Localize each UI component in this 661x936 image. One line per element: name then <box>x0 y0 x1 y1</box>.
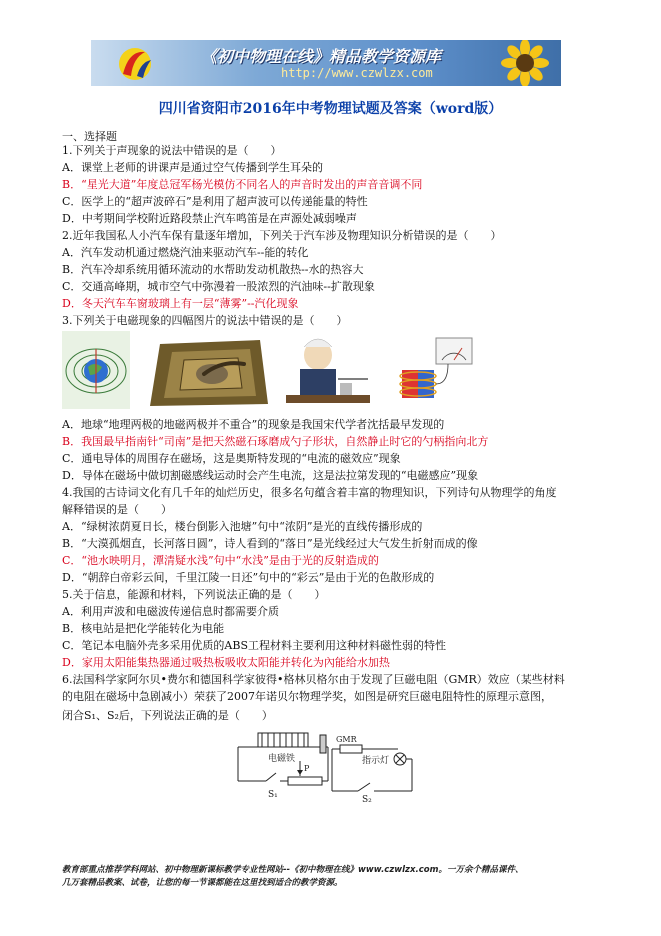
text-line: A．“绿树浓荫夏日长，楼台倒影入池塘”句中“浓阴”是光的直线传播形成的 <box>62 520 423 533</box>
footer-line-2: 几万套精品教案、试卷，让您的每一节课都能在这里找到适合的教学资源。 <box>62 878 343 888</box>
text-line: 1.下列关于声现象的说法中错误的是（ ） <box>62 144 282 157</box>
text-line: A．课堂上老师的讲课声是通过空气传播到学生耳朵的 <box>62 161 323 174</box>
text-line: A．汽车发动机通过燃烧汽油来驱动汽车--能的转化 <box>62 246 309 259</box>
footer-note <box>62 864 523 890</box>
text-line: A．地球“地理两极的地磁两极并不重合”的现象是我国宋代学者沈括最早发现的 <box>62 418 445 431</box>
text-line: D．家用太阳能集热器通过吸热板吸收太阳能并转化为內能给水加热 <box>62 656 390 669</box>
text-line: 的电阻在磁场中急剧减小）荣获了2007年诺贝尔物理学奖，如图是研究巨磁电阻特性的原理示意图， <box>62 690 552 703</box>
gmr-label: GMR <box>336 735 357 744</box>
text-line: 4.我国的古诗词文化有几千年的灿烂历史，很多名句蕴含着丰富的物理知识，下列诗句从物理学的角度 <box>62 486 557 499</box>
sunflower-icon <box>495 40 555 86</box>
site-logo-icon <box>115 44 155 82</box>
text-line: D．中考期间学校附近路段禁止汽车鸣笛是在声源处减弱噪声 <box>62 212 357 225</box>
text-line: 5.关于信息，能源和材料，下列说法正确的是（ ） <box>62 588 326 601</box>
gmr-circuit-diagram <box>228 731 418 803</box>
faraday-induction-figure <box>392 336 476 410</box>
earth-magnetic-field-figure <box>62 331 130 409</box>
text-line: 解释错误的是（ ） <box>62 503 172 516</box>
footer-line-1: 教育部重点推荐学科网站、初中物理新课标教学专业性网站--《初中物理在线》www.czwlzx.com。一万余个精品课件、 <box>62 865 524 875</box>
slider-p-label: P <box>304 764 310 773</box>
banner-url[interactable]: http://www.czwlzx.com <box>281 66 433 80</box>
oersted-experiment-figure <box>282 333 374 411</box>
text-line: C．笔记本电脑外壳多采用优质的ABS工程材料主要利用这种材料磁性弱的特性 <box>62 639 446 652</box>
text-line: 3.下列关于电磁现象的四幅图片的说法中错误的是（ ） <box>62 314 348 327</box>
text-line: 2.近年我国私人小汽车保有量逐年增加，下列关于汽车涉及物理知识分析错误的是（ ） <box>62 229 502 242</box>
text-line: 6.法国科学家阿尔贝•费尔和德国科学家彼得•格林贝格尔由于发现了巨磁电阻（GMR）效应（某些材料 <box>62 673 565 686</box>
text-line: C．医学上的“超声波碎石”是利用了超声波可以传递能量的特性 <box>62 195 368 208</box>
text-line: 一、选择题 <box>62 130 117 143</box>
indicator-lamp-label: 指示灯 <box>362 756 390 766</box>
switch-s1-label: S₁ <box>268 790 278 800</box>
text-line: 闭合S₁、S₂后，下列说法正确的是（ ） <box>62 709 273 722</box>
text-line: A．利用声波和电磁波传递信息时都需要介质 <box>62 605 279 618</box>
text-line: C．“池水映明月，潭清疑水浅”句中“水浅”是由于光的反射造成的 <box>62 554 379 567</box>
text-line: B．核电站是把化学能转化为电能 <box>62 622 225 635</box>
text-line: D．冬天汽车车窗玻璃上有一层“薄雾”--汽化现象 <box>62 297 299 310</box>
sinan-compass-figure <box>142 334 272 410</box>
text-line: B．汽车冷却系统用循环流动的水帮助发动机散热--水的热容大 <box>62 263 364 276</box>
electromagnet-label: 电磁铁 <box>268 754 296 764</box>
text-line: B．我国最早指南针“司南”是把天然磁石琢磨成勺子形状，自然静止时它的勺柄指向北方 <box>62 435 489 448</box>
banner-title: 《初中物理在线》精品教学资源库 <box>201 47 442 66</box>
header-banner <box>91 40 561 86</box>
document-title: 四川省资阳市2016年中考物理试题及答案（word版） <box>158 101 503 117</box>
text-line: D．“朝辞白帝彩云间，千里江陵一日还”句中的“彩云”是由于光的色散形成的 <box>62 571 435 584</box>
text-line: C．交通高峰期，城市空气中弥漫着一股浓烈的汽油味--扩散现象 <box>62 280 375 293</box>
text-line: B．“星光大道”年度总冠军杨光模仿不同名人的声音时发出的声音音调不同 <box>62 178 423 191</box>
text-line: B．“大漠孤烟直，长河落日圆”，诗人看到的“落日”是光线经过大气发生折射而成的像 <box>62 537 478 550</box>
text-line: D．导体在磁场中做切割磁感线运动时会产生电流，这是法拉第发现的“电磁感应”现象 <box>62 469 479 482</box>
text-line: C．通电导体的周围存在磁场，这是奥斯特发现的“电流的磁效应”现象 <box>62 452 401 465</box>
switch-s2-label: S₂ <box>362 795 372 803</box>
